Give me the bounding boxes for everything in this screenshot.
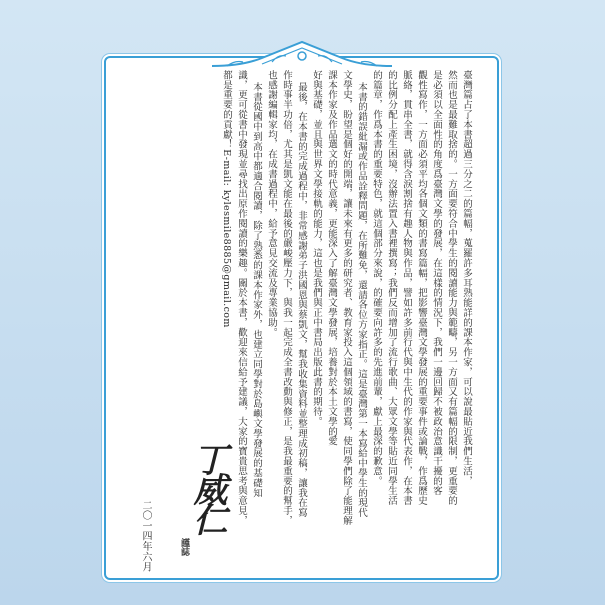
text-column: 觀性寫作，一方面必須平均各個文類的書寫篇幅，把影響臺灣文學發展的重要事件或論戰，作爲歷史: [416, 70, 427, 506]
text-column: 本書從國中到高中都適合閱讀，除了熟悉的課本作家外，也建立同學對於島嶼文學發展的基礎知: [251, 82, 262, 498]
text-column: 最後，在本書的完成過程中，非常感謝弟子洪國恩與蔡凱文，幫我收集資料並整理成初稿，讓我在寫: [296, 82, 307, 518]
text-column: 課本作家及作品選文的時代意義，更能深入了解臺灣文學發展，培養對於本土文學的愛: [326, 70, 337, 447]
text-column: 的篇章，作爲本書的重要特色，就這個部分來說，的確要向許多的先進前輩，獻上最深的歉意。: [371, 70, 382, 486]
text-column: 也感謝編輯家均，在成書過程中，給予意見交流及專業協助。: [266, 70, 277, 338]
text-column: 識，更可從書中發現並尋找出原作閱讀的樂趣。關於本書，歡迎來信給予建議，大家的寶貴思考與意見，: [236, 70, 247, 526]
preface-text-area: [118, 70, 478, 562]
text-column: 臺灣篇占了本書超過三分之二的篇幅，蒐羅許多耳熟能詳的課本作家，可以說最貼近我們生活，: [461, 70, 472, 486]
text-column: 作時事半功倍，尤其是凱文能在最後的嚴峻壓力下，與我一起完成全書改動與修正，是我最重要的幫手，: [281, 70, 292, 526]
preface-date: 二〇一四年六月: [140, 500, 151, 573]
signature-mark: 謹誌: [179, 538, 189, 556]
text-column: 脈絡，貫串全書，就得含淚割捨有趣人物與作品，譬如許多前行代與中生代的作家與代表作，在本書: [401, 70, 412, 506]
scroll-crest-ornament-icon: [202, 36, 402, 72]
text-column: 都是重要的貢獻！E-mail: kylesmile8885@gmail.com: [221, 70, 232, 328]
text-column: 然而也是最難取捨的。一方面要符合中學生的閱讀能力與範疇，另一方面又有篇幅的限制，更重要的: [446, 70, 457, 506]
author-signature: 丁威仁: [187, 442, 227, 532]
text-column: 文學史，盼望是個好的開端，讓未來有更多的研究者、教育家投入這個領域的書寫，使同學們除了能理解: [341, 70, 352, 526]
text-column: 的比例分配上產生困境，沒辦法置入書裡撰寫；我們反而增加了流行歌曲、大眾文學等貼近同學生活: [386, 70, 397, 506]
text-column: 是必須以全面性的角度爲臺灣文學的發展，在這樣的情況下，我們一邊回歸不被政治意識干擾的客: [431, 70, 442, 496]
text-column: 好與基礎，並且與世界文學接軌的能力，這也是我們與正中書局出版此書的期待。: [311, 70, 322, 427]
text-column: 本書的錯誤紕漏或作品詮釋問題，在所難免，還請各位方家指正。這是臺灣第一本寫給中學生的現代: [356, 82, 367, 518]
